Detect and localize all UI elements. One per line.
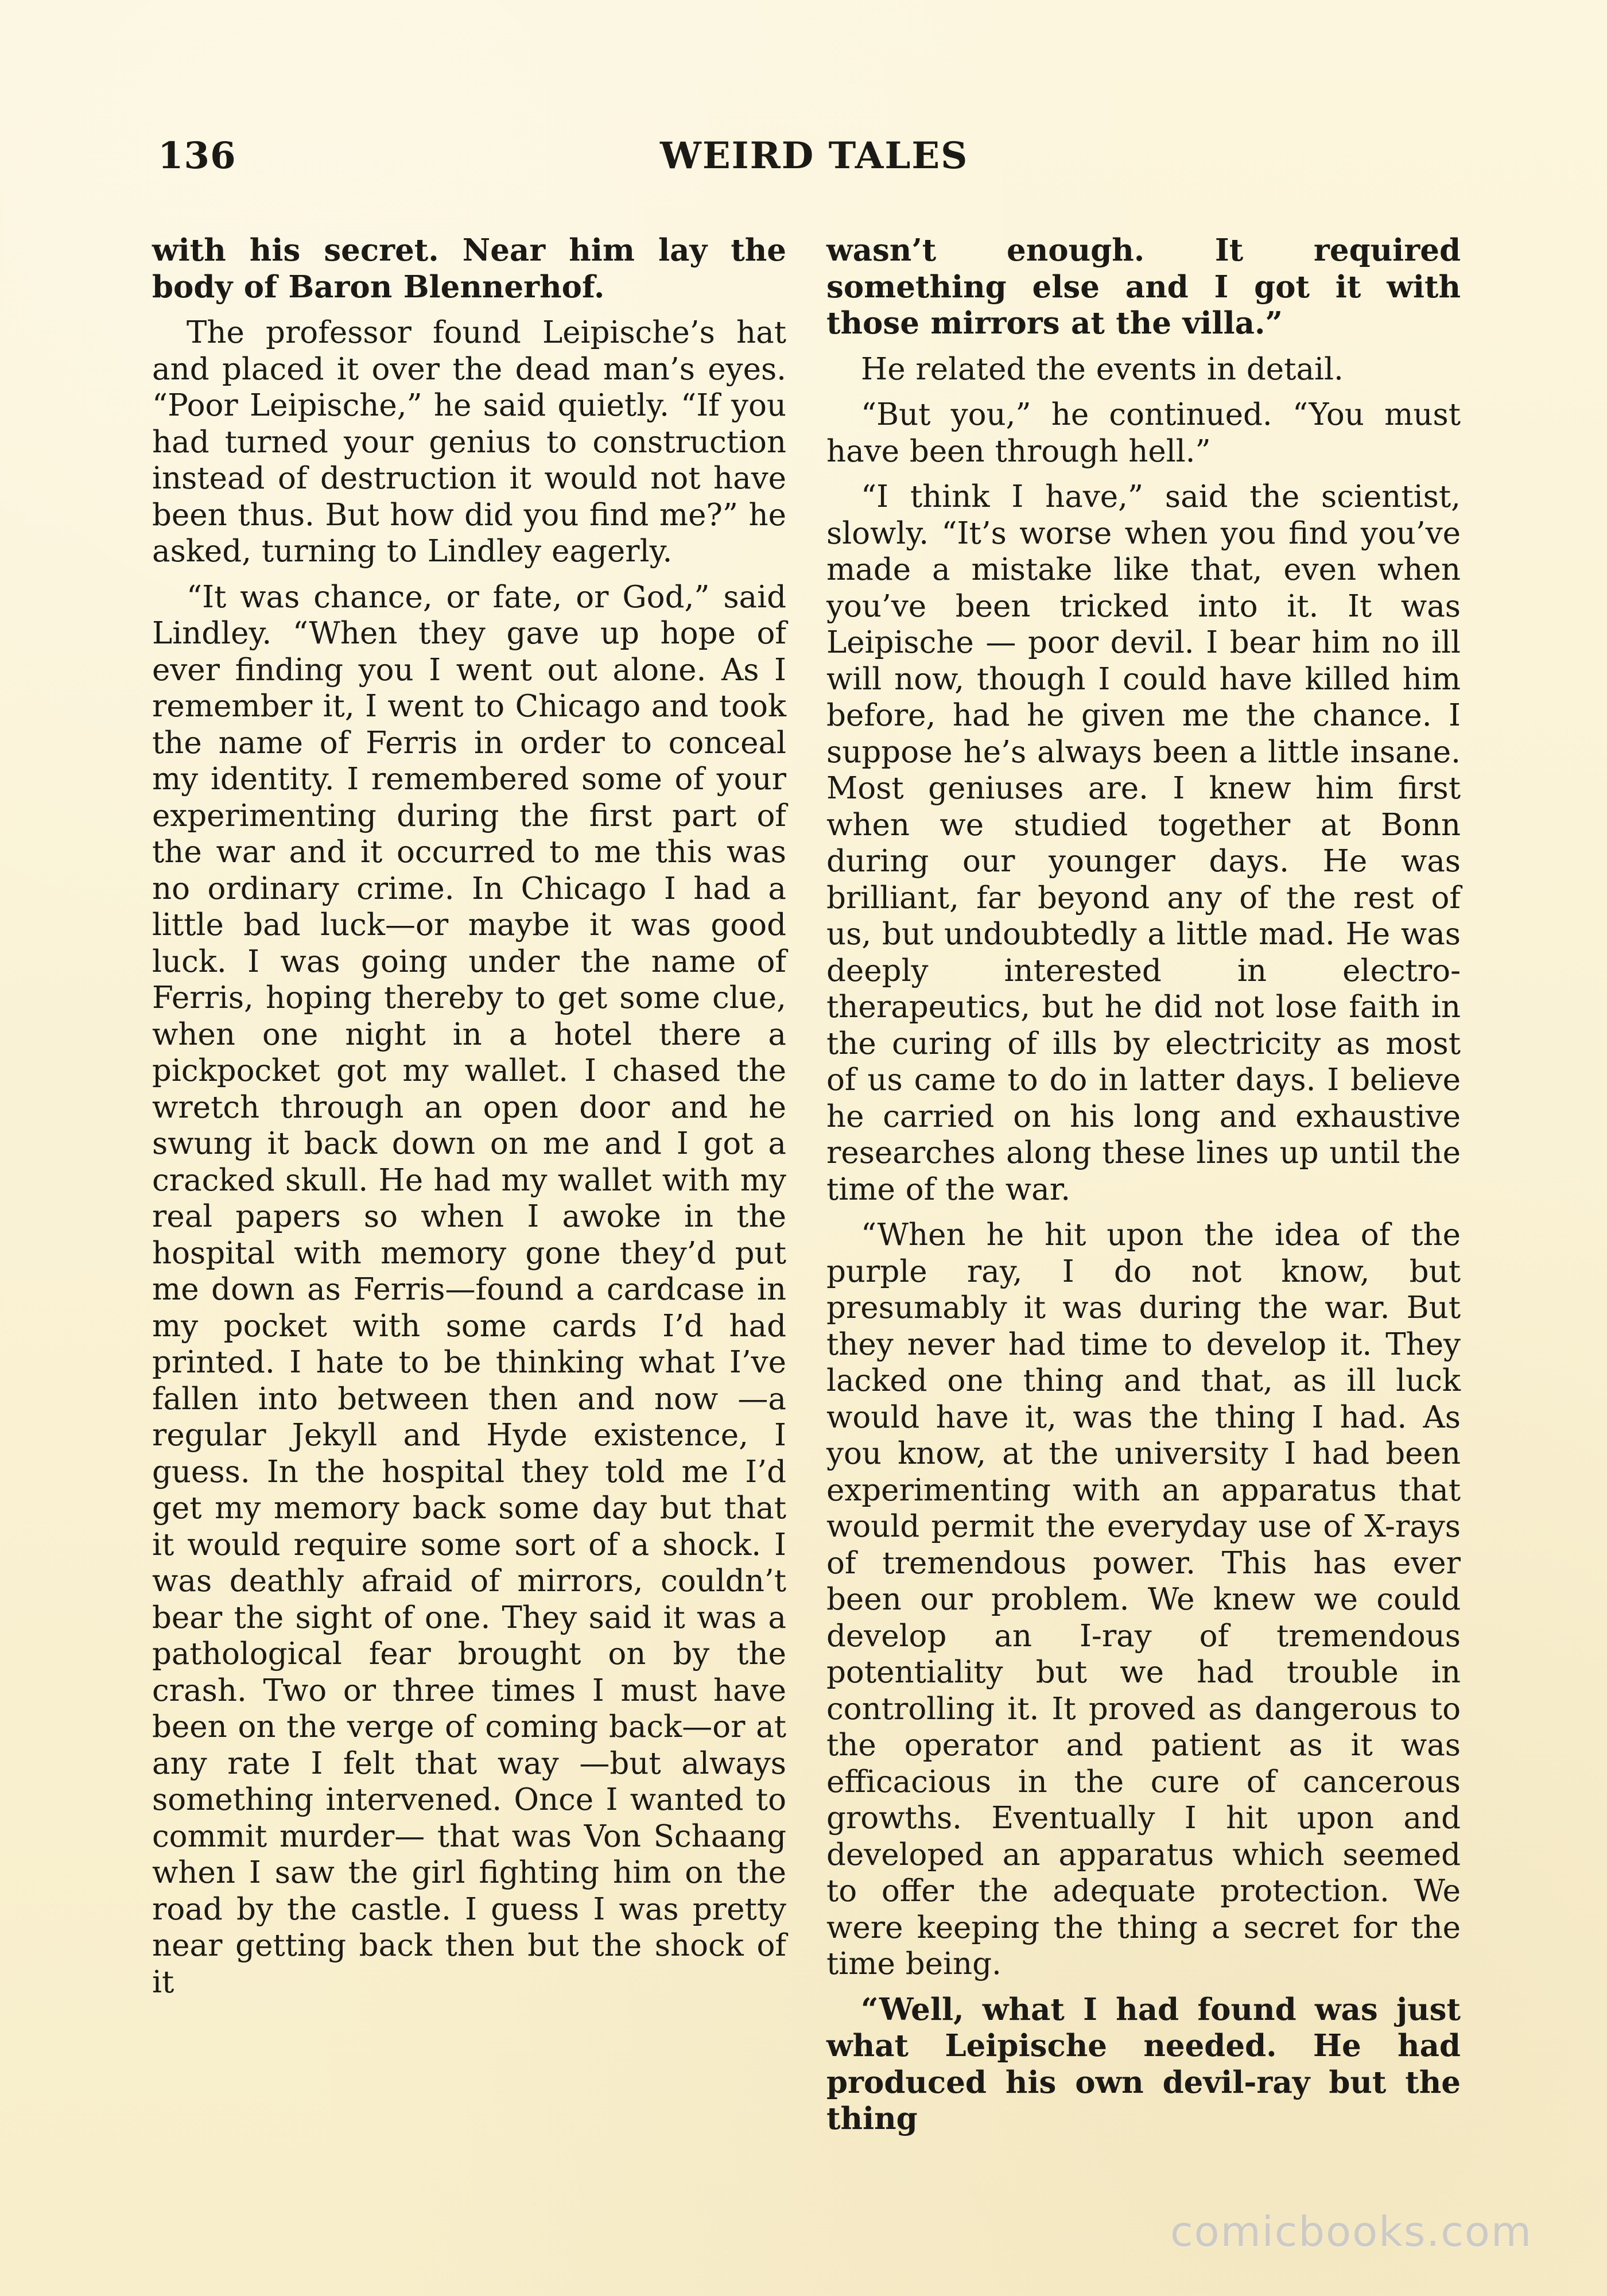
page-header <box>0 134 1607 189</box>
left-paragraph-3: “It was chance, or fate, or God,” said Lindley. “When they gave up hope of ever finding you I went out alone. As I remember it, I went to Chicago and took the name of Ferris in order to conceal my identity. I remembered some of your experimenting during the first part of the war and it occurred to me this was no ordinary crime. In Chicago I had a little bad luck—or maybe it was good luck. I was going under the name of Ferris, hoping thereby to get some clue, when one night in a hotel there a pickpocket got my wallet. I chased the wretch through an open door and he swung it back down on me and I got a cracked skull. He had my wallet with my real papers so when I awoke in the hospital with memory gone they’d put me down as Ferris—found a cardcase in my pocket with some cards I’d had printed. I hate to be thinking what I’ve fallen into between then and now —a regular Jekyll and Hyde existence, I guess. In the hospital they told me I’d get my memory back some day but that it would require some sort of a shock. I was deathly afraid of mirrors, couldn’t bear the sight of one. They said it was a pathological fear brought on by the crash. Two or three times I must have been on the verge of coming back—or at any rate I felt that way —but always something intervened. Once I wanted to commit murder— that was Von Schaang when I saw the girl fighting him on the road by the castle. I guess I was pretty near getting back then but the shock of it <box>152 579 786 2000</box>
page-number: 136 <box>158 134 236 177</box>
right-paragraph-3: “But you,” he continued. “You must have been through hell.” <box>826 397 1461 469</box>
left-paragraph-2: The professor found Leipische’s hat and placed it over the dead man’s eyes. “Poor Leipische,” he said quietly. “If you had turned your genius to construction instead of destruction it would not have been thus. But how did you find me?” he asked, turning to Lindley eagerly. <box>152 315 786 569</box>
running-title: WEIRD TALES <box>660 134 969 177</box>
left-column <box>152 232 786 2010</box>
right-column <box>826 232 1461 2147</box>
left-paragraph-1: with his secret. Near him lay the body of Baron Blennerhof. <box>152 232 786 305</box>
right-paragraph-6: “Well, what I had found was just what Leipische needed. He had produced his own devil-ray but the thing <box>826 1991 1461 2136</box>
site-watermark: comicbooks.com <box>1170 2208 1532 2256</box>
right-paragraph-5: “When he hit upon the idea of the purple ray, I do not know, but presumably it was during the war. But they never had time to develop it. They lacked one thing and that, as ill luck would have it, was the thing I had. As you know, at the university I had been experimenting with an apparatus that would permit the everyday use of X-rays of tremendous power. This has ever been our problem. We knew we could develop an I-ray of tremendous potentiality but we had trouble in controlling it. It proved as dangerous to the operator and patient as it was efficacious in the cure of cancerous growths. Eventually I hit upon and developed an apparatus which seemed to offer the adequate protection. We were keeping the thing a secret for the time being. <box>826 1217 1461 1981</box>
right-paragraph-1: wasn’t enough. It required something else and I got it with those mirrors at the villa.” <box>826 232 1461 341</box>
right-paragraph-2: He related the events in detail. <box>861 351 1344 387</box>
right-paragraph-4: “I think I have,” said the scientist, slowly. “It’s worse when you find you’ve made a mistake like that, even when you’ve been tricked into it. It was Leipische — poor devil. I bear him no ill will now, though I could have killed him before, had he given me the chance. I suppose he’s always been a little insane. Most geniuses are. I knew him first when we studied together at Bonn during our younger days. He was brilliant, far beyond any of the rest of us, but undoubtedly a little mad. He was deeply interested in electro-therapeutics, but he did not lose faith in the curing of ills by electricity as most of us came to do in latter days. I believe he carried on his long and exhaustive researches along these lines up until the time of the war. <box>826 479 1461 1207</box>
